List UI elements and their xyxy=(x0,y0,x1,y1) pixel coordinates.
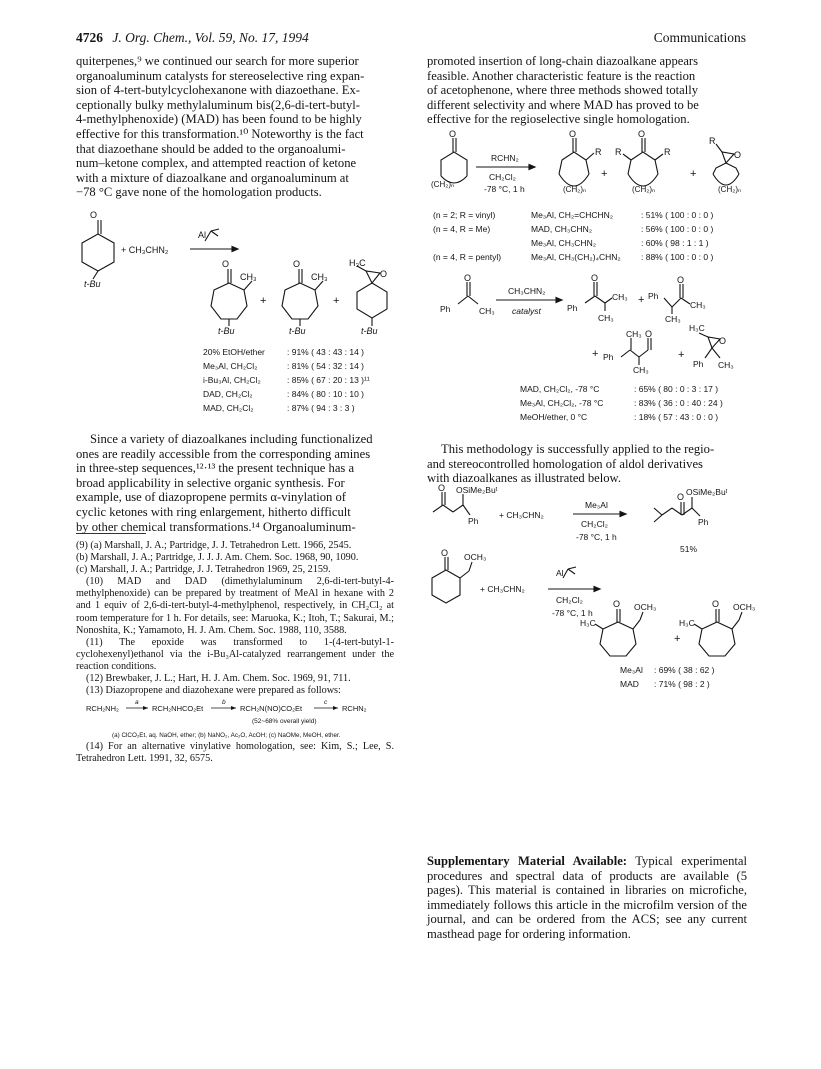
oxygen-label: O xyxy=(222,259,230,269)
och3-label: OCH₃ xyxy=(733,602,756,612)
step-c-label: c xyxy=(324,699,328,707)
result: : 84% ( 80 : 10 : 10 ) xyxy=(287,389,365,399)
scheme1-ch3-label: CH₃ xyxy=(311,272,328,282)
text-line: and stereocontrolled homologation of aldol derivatives xyxy=(427,456,703,471)
text-line: num–ketone complex, and attempted reaction of ketone xyxy=(76,156,357,171)
scheme2-product-ketone xyxy=(559,138,594,186)
ph-label: Ph xyxy=(603,352,614,362)
scheme3-product-2 xyxy=(664,284,690,314)
h3c-label: H₃C xyxy=(689,323,705,333)
scheme1-product3-tbu: t-Bu xyxy=(361,326,378,336)
step-conditions: (a) ClCO₂Et, aq. NaOH, ether; (b) NaNO₂, Ac₂O, AcOH; (c) NaOMe, MeOH, ether. xyxy=(112,732,341,740)
supplementary-heading: Supplementary Material Available: xyxy=(427,854,627,868)
section-name: Communications xyxy=(653,30,746,45)
oxygen-label: O xyxy=(569,129,577,139)
text-line: ones are readily accessible from the corresponding amines xyxy=(76,446,371,461)
silyl-ether-label: OSiMe₂Buᵗ xyxy=(686,487,728,497)
footnote-9a: (9) (a) Marshall, J. A.; Partridge, J. J. Tetrahedron Lett. 1966, 2545. xyxy=(76,540,352,551)
oxygen-label: O xyxy=(380,269,388,279)
scheme5-reactant xyxy=(432,557,472,603)
r-label: R xyxy=(709,136,716,146)
scheme5-diazoethane: + CH₃CHN₂ xyxy=(480,584,525,594)
supplementary-body: Typical experimental procedures and spectral data of products are available (5 pages). This material is contained in libraries on microfiche, immediately follows this article in the microfilm version of the journal, and can be ordered from the ACS; see any current masthead page for ordering information. xyxy=(427,854,747,941)
text-line: promoted insertion of long-chain diazoalkane appears xyxy=(427,54,699,68)
scheme2-conditions-table xyxy=(433,210,713,262)
scheme1-h3c-label: H₃C xyxy=(349,258,366,268)
text-line: This methodology is successfully applied to the regio- xyxy=(441,442,715,456)
scheme5-conditions-table xyxy=(620,665,715,689)
result: : 87% ( 94 : 3 : 3 ) xyxy=(287,403,355,413)
scheme1-diazoethane: + CH₃CHN₂ xyxy=(121,245,169,255)
plus-sign: + xyxy=(601,168,608,180)
result: : 83% ( 36 : 0 : 40 : 24 ) xyxy=(634,398,723,408)
plus-sign: + xyxy=(678,349,685,361)
scheme1-catalyst-label: Al xyxy=(198,230,207,240)
scheme3-product-1 xyxy=(585,282,612,311)
text-line: cyclic ketones with ring enlargement, hitherto difficult xyxy=(76,504,351,519)
scheme2-arrow xyxy=(476,165,535,170)
plus-sign: + xyxy=(690,168,697,180)
text-line: organoaluminum catalysts for stereoselective ring expan- xyxy=(76,68,365,83)
r-label: R xyxy=(664,147,671,157)
ch3-label: CH₃ xyxy=(626,329,642,339)
scheme2-temperature: -78 °C, 1 h xyxy=(484,184,525,194)
ch3-label: CH₃ xyxy=(612,292,628,302)
scheme1-reactant-cyclohexanone xyxy=(82,220,114,279)
text-line: with a mixture of diazoalkane and organoaluminum at xyxy=(76,170,349,185)
condition: Me₃Al xyxy=(620,665,643,675)
oxygen-label: O xyxy=(638,129,646,139)
scheme3-conditions-table xyxy=(520,384,723,422)
text-line: 4-methylphenoxide) (MAD) has been found to be highly xyxy=(76,112,362,127)
result: : 51% ( 100 : 0 : 0 ) xyxy=(641,210,714,220)
scheme3-acetophenone xyxy=(458,282,478,304)
text-line: broad applicability in selective organic synthesis. For xyxy=(76,475,345,490)
scheme5-product-1 xyxy=(595,609,643,656)
result: : 18% ( 57 : 43 : 0 : 0 ) xyxy=(634,412,719,422)
result: : 56% ( 100 : 0 : 0 ) xyxy=(641,224,714,234)
condition: 20% EtOH/ether xyxy=(203,347,265,357)
case: (n = 2; R = vinyl) xyxy=(433,210,496,220)
oxygen-label: O xyxy=(677,492,685,502)
result: : 88% ( 100 : 0 : 0 ) xyxy=(641,252,714,262)
silyl-ether-label: OSiMe₂Buᵗ xyxy=(456,485,498,495)
condition: MAD, CH₃CHN₂ xyxy=(531,224,593,234)
ph-label: Ph xyxy=(468,516,479,526)
text-line: example, use of diazopropene permits α-vinylation of xyxy=(76,490,346,505)
scheme-diazo: RCHN₂ xyxy=(342,704,367,714)
ring-label: (CH₂)ₙ xyxy=(431,180,455,189)
ch3-label: CH₃ xyxy=(665,314,681,324)
text-line: effective for this transformation.¹⁰ Noteworthy is the fact xyxy=(76,126,364,141)
scheme1-ch3-label: CH₃ xyxy=(240,272,257,282)
scheme4-arrow xyxy=(573,512,626,517)
scheme4-reagent: Me₃Al xyxy=(585,500,608,510)
result: : 81% ( 54 : 32 : 14 ) xyxy=(287,361,365,371)
condition: Me₃Al, CH₂Cl₂, -78 °C xyxy=(520,398,604,408)
h3c-label: H₃C xyxy=(580,618,596,628)
condition: Me₃Al, CH₃CHN₂ xyxy=(531,238,597,248)
text-line: with diazoalkanes as illustrated below. xyxy=(427,471,621,486)
ring-label: (CH₂)ₙ xyxy=(632,185,656,194)
condition: MeOH/ether, 0 °C xyxy=(520,412,588,422)
scheme5-product-2 xyxy=(694,609,742,656)
scheme1-product2-tbu: t-Bu xyxy=(289,326,306,336)
scheme4-diazoethane: + CH₃CHN₂ xyxy=(499,510,544,520)
result: : 69% ( 38 : 62 ) xyxy=(654,665,715,675)
ph-label: Ph xyxy=(648,291,659,301)
scheme3-product-3 xyxy=(621,338,651,365)
scheme3-catalyst: catalyst xyxy=(512,306,541,316)
scheme3-product-epoxide xyxy=(699,333,720,358)
page-number: 4726 xyxy=(76,30,103,45)
ring-label: (CH₂)ₙ xyxy=(563,185,587,194)
scheme1-tbu-label: t-Bu xyxy=(84,279,101,289)
ph-label: Ph xyxy=(693,359,704,369)
case: (n = 4, R = Me) xyxy=(433,224,491,234)
text-line: in three-step sequences,¹²·¹³ the present technique has a xyxy=(76,461,355,476)
ph-label: Ph xyxy=(440,304,451,314)
scheme1-conditions-table xyxy=(203,347,370,413)
och3-label: OCH₃ xyxy=(634,602,657,612)
oxygen-label: O xyxy=(449,129,457,139)
condition: Me₃Al, CH₂=CHCHN₂ xyxy=(531,210,614,220)
oxygen-label: O xyxy=(719,336,727,346)
step-a-label: a xyxy=(135,699,139,707)
scheme4-solvent: CH₂Cl₂ xyxy=(581,519,608,529)
text-line: by other chemical transformations.¹⁴ Organoaluminum- xyxy=(76,519,356,534)
oxygen-label: O xyxy=(293,259,301,269)
scheme5-temperature: -78 °C, 1 h xyxy=(552,608,593,618)
oxygen-label: O xyxy=(677,275,685,285)
footnote-9b: (b) Marshall, J. A.; Partridge, J. J. J. Am. Chem. Soc. 1968, 90, 1090. xyxy=(76,552,359,564)
scheme1-product1-tbu: t-Bu xyxy=(218,326,235,336)
r-label: R xyxy=(615,147,622,157)
footnote-10: (10) MAD and DAD (dimethylaluminum 2,6-di-tert-butyl-4-methylphenoxide) can be prepared by treatment of MeAl in hexane with 2 and 1 equiv of 2,6-di-tert-butyl-4-methylphenol, respectively, in CH₂Cl₂ at room temperature for 1 h. For details, see: Maruoka, K.; Itoh, T.; Sakurai, M.; Nonoshita, K.; Yamamoto, H. J. Am. Chem. Soc. 1988, 110, 3588. xyxy=(76,576,394,636)
result: : 60% ( 98 : 1 : 1 ) xyxy=(641,238,709,248)
oxygen-label: O xyxy=(734,150,742,160)
oxygen-label: O xyxy=(438,483,446,493)
oxygen-label: O xyxy=(613,599,621,609)
oxygen-label: O xyxy=(464,273,472,283)
scheme-nitroso: RCH₂N(NO)CO₂Et xyxy=(240,704,303,714)
text-line: ceptionally bulky methylaluminum bis(2,6-di-tert-butyl- xyxy=(76,97,361,112)
scheme-amine: RCH₂NH₂ xyxy=(86,704,119,714)
ch3-label: CH₃ xyxy=(633,365,649,375)
condition: DAD, CH₂Cl₂ xyxy=(203,389,253,399)
ph-label: Ph xyxy=(698,517,709,527)
footnote-14: (14) For an alternative vinylative homologation, see: Kim, S.; Lee, S. Tetrahedron Lett. 1991, 32, 6575. xyxy=(76,741,394,765)
footnote-13: (13) Diazopropene and diazohexane were prepared as follows: xyxy=(86,685,341,697)
text-line: quiterpenes,⁹ we continued our search for more superior xyxy=(76,54,359,68)
step-b-label: b xyxy=(222,699,226,707)
scheme4-yield: 51% xyxy=(680,544,698,554)
condition: Me₃Al, CH₃(CH₂)₄CHN₂ xyxy=(531,252,621,262)
oxygen-label: O xyxy=(441,548,449,558)
plus-sign: + xyxy=(674,633,681,645)
scheme-carbamate: RCH₂NHCO₂Et xyxy=(152,704,204,714)
oxygen-label: O xyxy=(591,273,599,283)
text-line: of acetophenone, where three methods showed totally xyxy=(427,83,699,98)
text-line: −78 °C gave none of the homologation products. xyxy=(76,185,322,200)
text-line: Since a variety of diazoalkanes including functionalized xyxy=(90,432,373,446)
ring-label: (CH₂)ₙ xyxy=(718,185,742,194)
text-line: feasible. Another characteristic feature is the reaction xyxy=(427,68,696,83)
plus-sign: + xyxy=(333,295,340,307)
overall-yield: (52~68% overall yield) xyxy=(252,718,317,726)
oxygen-label: O xyxy=(645,329,653,339)
footnote-9c: (c) Marshall, J. A.; Partridge, J. J. Tetrahedron 1969, 25, 2159. xyxy=(76,564,331,576)
condition: MAD, CH₂Cl₂, -78 °C xyxy=(520,384,600,394)
scheme5-catalyst-label: Al xyxy=(556,568,564,578)
plus-sign: + xyxy=(260,295,267,307)
text-line: sion of 4-tert-butylcyclohexanone with diazoethane. Ex- xyxy=(76,83,360,98)
oxygen-label: O xyxy=(712,599,720,609)
och3-label: OCH₃ xyxy=(464,552,487,562)
ch3-label: CH₃ xyxy=(718,360,734,370)
scheme3-reagent: CH₃CHN₂ xyxy=(508,286,546,296)
scheme2-reagent: RCHN₂ xyxy=(491,153,519,163)
case: (n = 4, R = pentyl) xyxy=(433,252,502,262)
scheme3-arrow xyxy=(496,298,562,303)
ch3-label: CH₃ xyxy=(479,306,495,316)
result: : 65% ( 80 : 0 : 3 : 17 ) xyxy=(634,384,719,394)
plus-sign: + xyxy=(638,294,645,306)
plus-sign: + xyxy=(592,348,599,360)
footnote-11: (11) The epoxide was transformed to 1-(4-tert-butyl-1-cyclohexenyl)ethanol via the i-Bu₃Al-catalyzed rearrangement under the reaction conditions. xyxy=(76,636,394,672)
condition: MAD xyxy=(620,679,639,689)
footnote-12: (12) Brewbaker, J. L.; Hart, H. J. Am. Chem. Soc. 1969, 91, 711. xyxy=(86,673,351,685)
oxygen-label: O xyxy=(90,210,98,220)
scheme4-temperature: -78 °C, 1 h xyxy=(576,532,617,542)
scheme2-reactant xyxy=(441,138,467,183)
ph-label: Ph xyxy=(567,303,578,313)
result: : 71% ( 98 : 2 ) xyxy=(654,679,710,689)
h3c-label: H₃C xyxy=(679,618,695,628)
result: : 85% ( 67 : 20 : 13 )¹¹ xyxy=(287,375,370,385)
scheme5-solvent: CH₂Cl₂ xyxy=(556,595,583,605)
condition: Me₃Al, CH₂Cl₂ xyxy=(203,361,258,371)
text-line: effective for the regioselective single homologation. xyxy=(427,112,690,127)
text-line: that diazoethane should be added to the organoalumi- xyxy=(76,141,346,156)
condition: i-Bu₃Al, CH₂Cl₂ xyxy=(203,375,261,385)
ch3-label: CH₃ xyxy=(598,313,614,323)
ch3-label: CH₃ xyxy=(690,300,706,310)
text-line: different selectivity and where MAD has proved to be xyxy=(427,97,699,112)
r-label: R xyxy=(595,147,602,157)
condition: MAD, CH₂Cl₂ xyxy=(203,403,254,413)
scheme2-product-bisalkyl xyxy=(623,138,663,186)
journal-citation: J. Org. Chem., Vol. 59, No. 17, 1994 xyxy=(112,30,309,45)
scheme4-reactant xyxy=(433,492,470,515)
result: : 91% ( 43 : 43 : 14 ) xyxy=(287,347,365,357)
scheme2-solvent: CH₂Cl₂ xyxy=(489,172,516,182)
